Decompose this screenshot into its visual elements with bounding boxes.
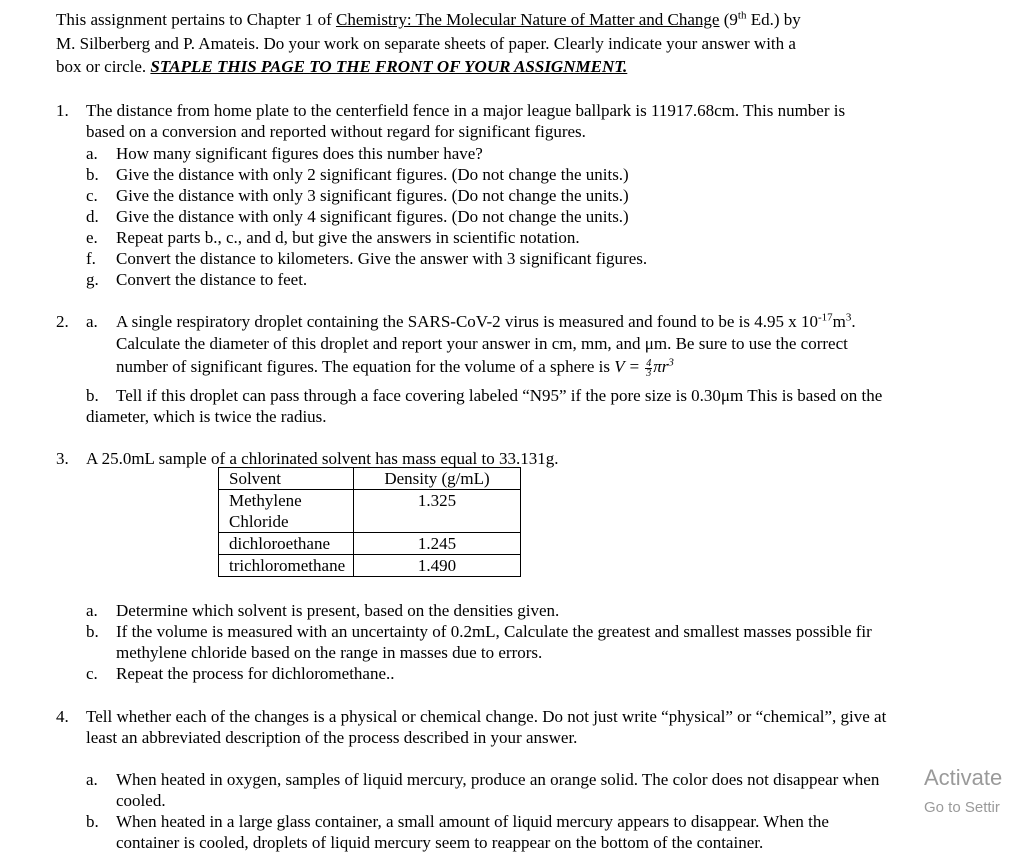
q2-part-label: b. bbox=[86, 386, 99, 405]
q3-number: 3. bbox=[56, 449, 69, 468]
table-row bbox=[219, 533, 521, 555]
q4-part-text: When heated in a large glass container, a small amount of liquid mercury appears to disappear. When the bbox=[116, 812, 829, 831]
q1-line-1: The distance from home plate to the centerfield fence in a major league ballpark is 11917.68cm. This number is bbox=[86, 101, 846, 120]
table-header-cell: Solvent bbox=[219, 468, 354, 490]
activate-windows-watermark: Activate bbox=[924, 765, 1003, 790]
q4-part-text: cooled. bbox=[116, 791, 166, 810]
q1-part-label: e. bbox=[86, 228, 98, 247]
q1-part-label: b. bbox=[86, 165, 99, 184]
table-cell-density: 1.245 bbox=[354, 533, 521, 555]
q3-part-text: Determine which solvent is present, based on the densities given. bbox=[116, 601, 560, 620]
q3-part-label: b. bbox=[86, 622, 99, 641]
q1-part-label: g. bbox=[86, 270, 99, 289]
q1-part-text: Repeat parts b., c., and d, but give the answers in scientific notation. bbox=[116, 228, 580, 247]
q2-number: 2. bbox=[56, 312, 69, 331]
table-header-cell: Density (g/mL) bbox=[354, 468, 521, 490]
table-row bbox=[219, 490, 521, 533]
staple-note: STAPLE THIS PAGE TO THE FRONT OF YOUR ASSIGNMENT. bbox=[150, 57, 628, 76]
q2-a-line-3: number of significant figures. The equation for the volume of a sphere is V = $\frac{4}{3}$ $\pi r^3$ bbox=[116, 356, 674, 379]
q3-part-text: If the volume is measured with an uncertainty of 0.2mL, Calculate the greatest and smallest masses possible fir bbox=[116, 622, 872, 641]
table-cell-solvent: Methylene Chloride bbox=[219, 490, 354, 533]
table-cell-solvent: dichloroethane bbox=[219, 533, 354, 555]
q2-b-line-2: diameter, which is twice the radius. bbox=[86, 407, 327, 426]
q4-part-text: When heated in oxygen, samples of liquid mercury, produce an orange solid. The color does not disappear when bbox=[116, 770, 880, 789]
q1-part-text: Convert the distance to feet. bbox=[116, 270, 308, 289]
q1-part-text: Give the distance with only 3 significant figures. (Do not change the units.) bbox=[116, 186, 629, 205]
q2-a-line-1: A single respiratory droplet containing the SARS-CoV-2 virus is measured and found to be is 4.95 x $10^{-17}m^3$. bbox=[116, 311, 856, 331]
table-cell-density: 1.325 bbox=[354, 490, 521, 533]
q1-part-text: Give the distance with only 2 significant figures. (Do not change the units.) bbox=[116, 165, 629, 184]
q4-line-2: least an abbreviated description of the process described in your answer. bbox=[86, 728, 578, 747]
q3-part-text: methylene chloride based on the range in masses due to errors. bbox=[116, 643, 543, 662]
q1-part-label: c. bbox=[86, 186, 98, 205]
table-cell-solvent: trichloromethane bbox=[219, 555, 354, 577]
table-row bbox=[219, 555, 521, 577]
density-table bbox=[218, 467, 521, 577]
q3-line-1: A 25.0mL sample of a chlorinated solvent has mass equal to 33.131g. bbox=[86, 449, 559, 468]
q1-part-text: How many significant figures does this number have? bbox=[116, 144, 483, 163]
q1-part-label: d. bbox=[86, 207, 99, 226]
q3-part-text: Repeat the process for dichloromethane.. bbox=[116, 664, 395, 683]
sphere-volume-formula: V = $\frac{4}{3}$ $\pi r^3$ bbox=[614, 356, 674, 379]
q4-part-label: a. bbox=[86, 770, 98, 789]
q1-number: 1. bbox=[56, 101, 69, 120]
go-to-settings-link[interactable]: Go to Settir bbox=[924, 799, 1000, 816]
q1-part-text: Convert the distance to kilometers. Give the answer with 3 significant figures. bbox=[116, 249, 648, 268]
q1-line-2: based on a conversion and reported without regard for significant figures. bbox=[86, 122, 586, 141]
fraction: $\frac{4}{3}$ bbox=[646, 357, 652, 379]
q2-a-line-2: Calculate the diameter of this droplet and report your answer in cm, mm, and μm. Be sure to use the correct bbox=[116, 334, 848, 353]
q1-part-label: f. bbox=[86, 249, 96, 268]
q1-part-text: Give the distance with only 4 significant figures. (Do not change the units.) bbox=[116, 207, 629, 226]
q3-part-label: c. bbox=[86, 664, 98, 683]
q3-part-label: a. bbox=[86, 601, 98, 620]
q2-b-line-1: Tell if this droplet can pass through a face covering labeled “N95” if the pore size is 0.30μm This is based on the bbox=[116, 386, 883, 405]
header-line-3: box or circle. STAPLE THIS PAGE TO THE FRONT OF YOUR ASSIGNMENT. bbox=[56, 57, 628, 76]
q2-part-label: a. bbox=[86, 312, 98, 331]
table-cell-density: 1.490 bbox=[354, 555, 521, 577]
book-title: Chemistry: The Molecular Nature of Matter and Change bbox=[335, 10, 720, 29]
q1-part-label: a. bbox=[86, 144, 98, 163]
q4-line-1: Tell whether each of the changes is a physical or chemical change. Do not just write “physical” or “chemical”, give at bbox=[86, 707, 887, 726]
table-header-row bbox=[219, 468, 521, 490]
q4-number: 4. bbox=[56, 707, 69, 726]
header-line-2: M. Silberberg and P. Amateis. Do your work on separate sheets of paper. Clearly indicate your answer with a bbox=[56, 34, 796, 53]
q4-part-text: container is cooled, droplets of liquid mercury seem to reappear on the bottom of the container. bbox=[116, 833, 764, 852]
header-line-1: This assignment pertains to Chapter 1 of Chemistry: The Molecular Nature of Matter and Change (9th Ed.) by bbox=[56, 9, 801, 29]
q4-part-label: b. bbox=[86, 812, 99, 831]
